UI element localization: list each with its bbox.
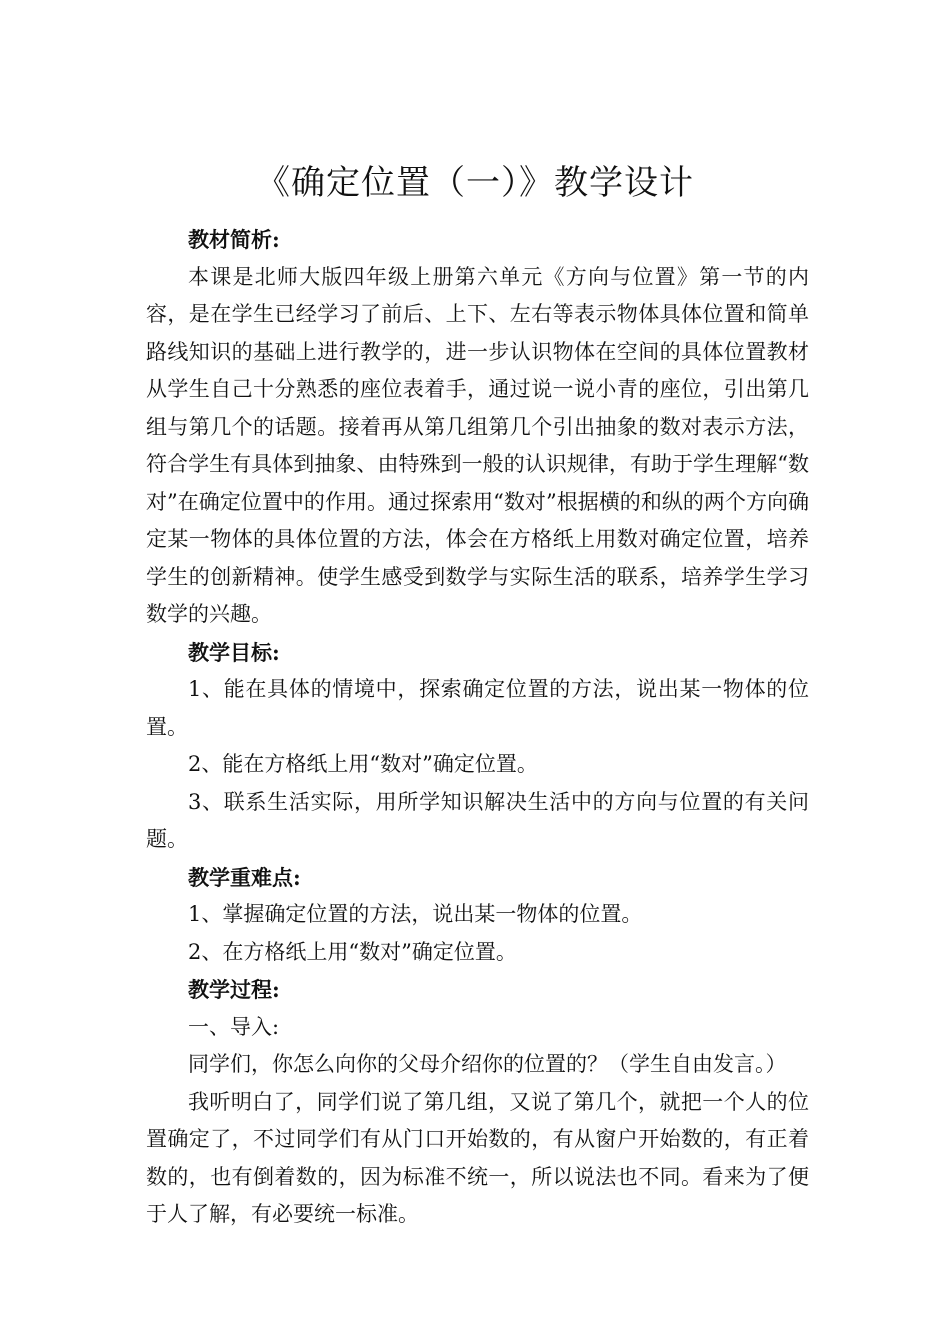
document-title: 《确定位置（一）》教学设计 [256,163,694,203]
key-point-item-2: 2、在方格纸上用“数对”确定位置。 [188,939,517,964]
key-point-item-1: 1、掌握确定位置的方法，说出某一物体的位置。 [188,902,643,926]
document-body [146,221,809,1234]
process-intro-heading: 一、导入: [188,1014,280,1039]
goal-item-3: 3、联系生活实际，用所学知识解决生活中的方向与位置的有关问题。 [146,789,809,851]
section-heading-key-points: 教学重难点: [188,864,301,890]
process-intro-question: 同学们，你怎么向你的父母介绍你的位置的？（学生自由发言。） [188,1052,787,1076]
goal-item-1: 1、能在具体的情境中，探索确定位置的方法，说出某一物体的位置。 [146,677,809,739]
goal-item-2: 2、能在方格纸上用“数对”确定位置。 [188,752,538,776]
section-heading-materials: 教材简析: [188,227,280,252]
process-intro-summary: 我听明白了，同学们说了第几组，又说了第几个，就把一个人的位置确定了，不过同学们有从门口开始数的，有从窗户开始数的，有正着数的，也有倒着数的，因为标准不统一，所以说法也不同。看来为了便于人了解，有必要统一标准。 [146,1089,809,1226]
section-heading-process: 教学过程: [188,977,280,1002]
section-heading-goals: 教学目标: [188,639,280,665]
materials-paragraph: 本课是北师大版四年级上册第六单元《方向与位置》第一节的内容，是在学生已经学习了前后、上下、左右等表示物体具体位置和简单路线知识的基础上进行教学的，进一步认识物体在空间的具体位置教材从学生自己十分熟悉的座位表着手，通过说一说小青的座位，引出第几组与第几个的话题。接着再从第几组第几个引出抽象的数对表示方法，符合学生有具体到抽象、由特殊到一般的认识规律，有助于学生理解“数对”在确定位置中的作用。通过探索用“数对”根据横的和纵的两个方向确定某一物体的具体位置的方法，体会在方格纸上用数对确定位置，培养学生的创新精神。使学生感受到数学与实际生活的联系，培养学生学习数学的兴趣。 [146,264,809,626]
